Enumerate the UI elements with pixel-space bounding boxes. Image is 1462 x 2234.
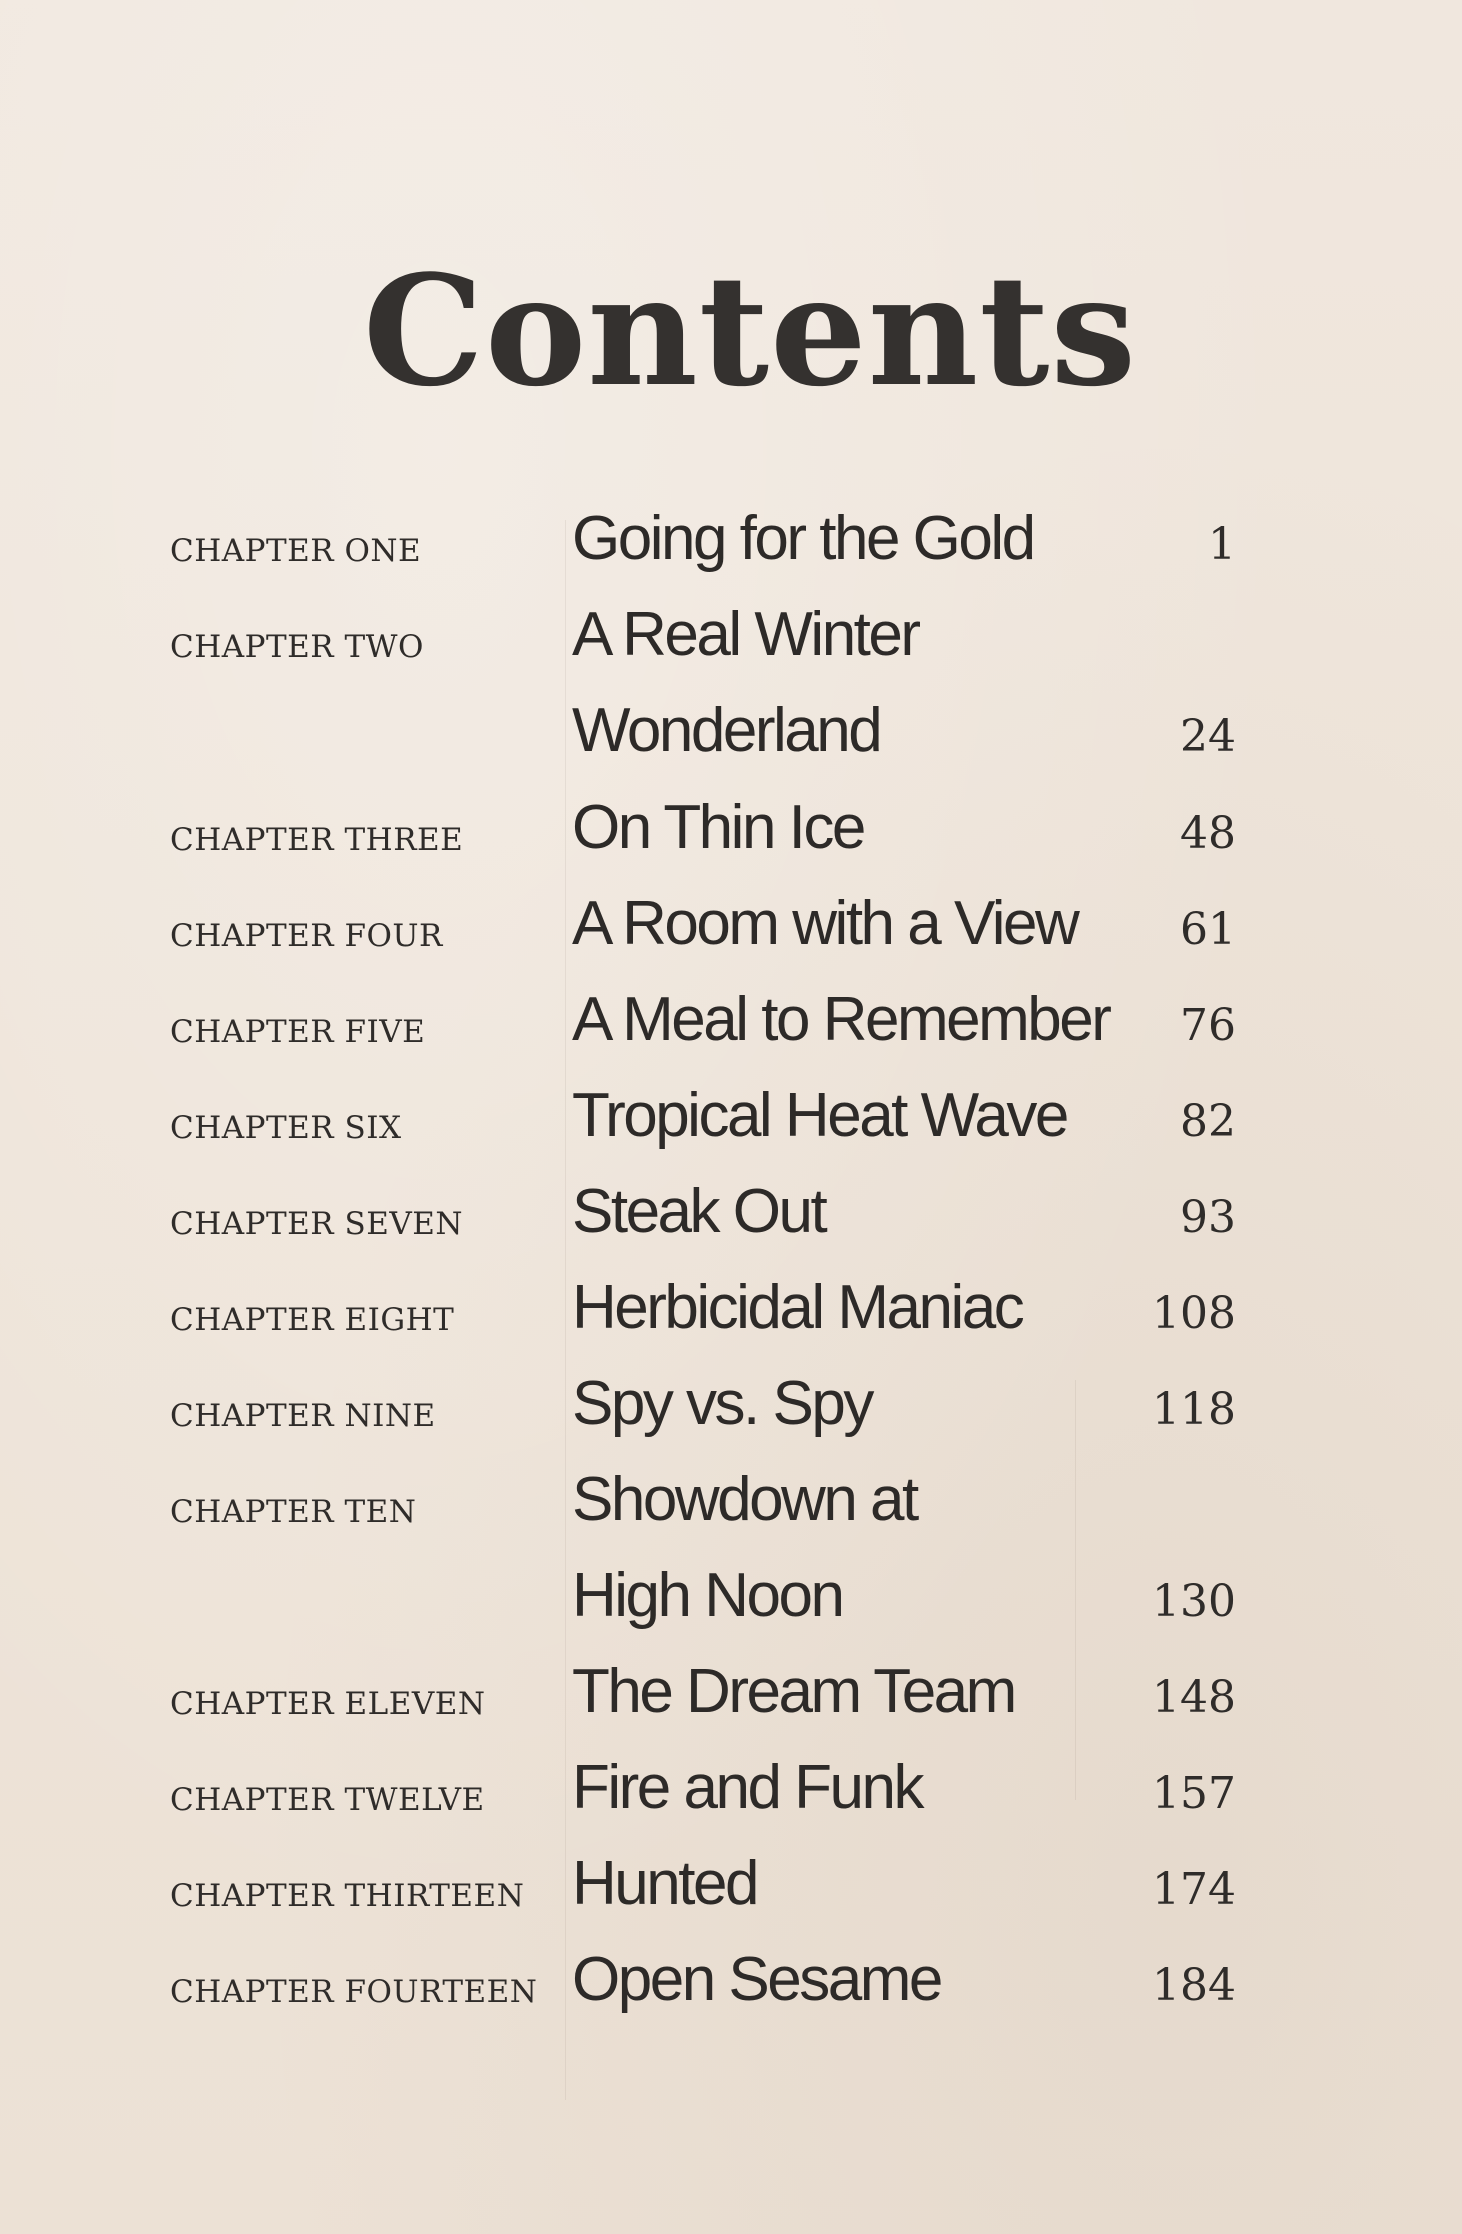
page-number: 174 — [1152, 1864, 1236, 1915]
toc-row — [0, 1456, 1462, 1552]
page-number: 118 — [1152, 1384, 1236, 1435]
page-number: 148 — [1152, 1672, 1236, 1723]
chapter-title: High Noon — [572, 1561, 843, 1630]
page-number: 24 — [1180, 711, 1236, 762]
chapter-title: A Room with a View — [572, 889, 1078, 958]
toc-row — [0, 784, 1462, 880]
chapter-title: Going for the Gold — [572, 504, 1034, 573]
toc-row — [0, 1552, 1462, 1648]
toc-row — [0, 976, 1462, 1072]
toc-row — [0, 1360, 1462, 1456]
chapter-label: CHAPTER TEN — [170, 1494, 417, 1530]
chapter-title: Showdown at — [572, 1465, 917, 1534]
chapter-label: CHAPTER SEVEN — [170, 1206, 464, 1242]
chapter-label: CHAPTER FOUR — [170, 918, 443, 954]
chapter-title: Fire and Funk — [572, 1753, 923, 1822]
page-number: 184 — [1152, 1960, 1236, 2011]
toc-row — [0, 1264, 1462, 1360]
toc-row — [0, 1840, 1462, 1936]
chapter-label: CHAPTER EIGHT — [170, 1302, 455, 1338]
toc-row — [0, 880, 1462, 976]
toc-row — [0, 1936, 1462, 2032]
page-number: 108 — [1152, 1288, 1236, 1339]
page-number: 48 — [1180, 808, 1236, 859]
chapter-title: Tropical Heat Wave — [572, 1081, 1067, 1150]
chapter-label: CHAPTER ELEVEN — [170, 1686, 486, 1722]
toc-row — [0, 687, 1462, 783]
toc-row — [0, 1744, 1462, 1840]
chapter-label: CHAPTER FOURTEEN — [170, 1974, 538, 2010]
page-number: 82 — [1180, 1096, 1236, 1147]
chapter-label: CHAPTER THREE — [170, 822, 464, 858]
page-number: 61 — [1180, 904, 1236, 955]
chapter-label: CHAPTER TWELVE — [170, 1782, 485, 1818]
chapter-title: Open Sesame — [572, 1945, 941, 2014]
toc-row — [0, 1072, 1462, 1168]
page-number: 157 — [1152, 1768, 1236, 1819]
toc-row — [0, 1168, 1462, 1264]
chapter-title: Spy vs. Spy — [572, 1369, 872, 1438]
chapter-label: CHAPTER FIVE — [170, 1014, 426, 1050]
chapter-label: CHAPTER ONE — [170, 533, 422, 569]
page-title: Contents — [362, 241, 1138, 420]
chapter-label: CHAPTER SIX — [170, 1110, 402, 1146]
toc-row — [0, 495, 1462, 591]
toc-row — [0, 1648, 1462, 1744]
chapter-title: On Thin Ice — [572, 793, 864, 862]
chapter-title: Steak Out — [572, 1177, 826, 1246]
page-number: 93 — [1180, 1192, 1236, 1243]
chapter-title: A Real Winter — [572, 600, 919, 669]
page-number: 1 — [1208, 519, 1236, 570]
chapter-title: The Dream Team — [572, 1657, 1015, 1726]
chapter-title: Wonderland — [572, 696, 881, 765]
chapter-title: Herbicidal Maniac — [572, 1273, 1023, 1342]
chapter-title: A Meal to Remember — [572, 985, 1110, 1054]
chapter-label: CHAPTER THIRTEEN — [170, 1878, 525, 1914]
page-number: 76 — [1180, 1000, 1236, 1051]
chapter-label: CHAPTER TWO — [170, 629, 424, 665]
chapter-title: Hunted — [572, 1849, 757, 1918]
toc-row — [0, 591, 1462, 687]
page-number: 130 — [1152, 1576, 1236, 1627]
chapter-label: CHAPTER NINE — [170, 1398, 436, 1434]
